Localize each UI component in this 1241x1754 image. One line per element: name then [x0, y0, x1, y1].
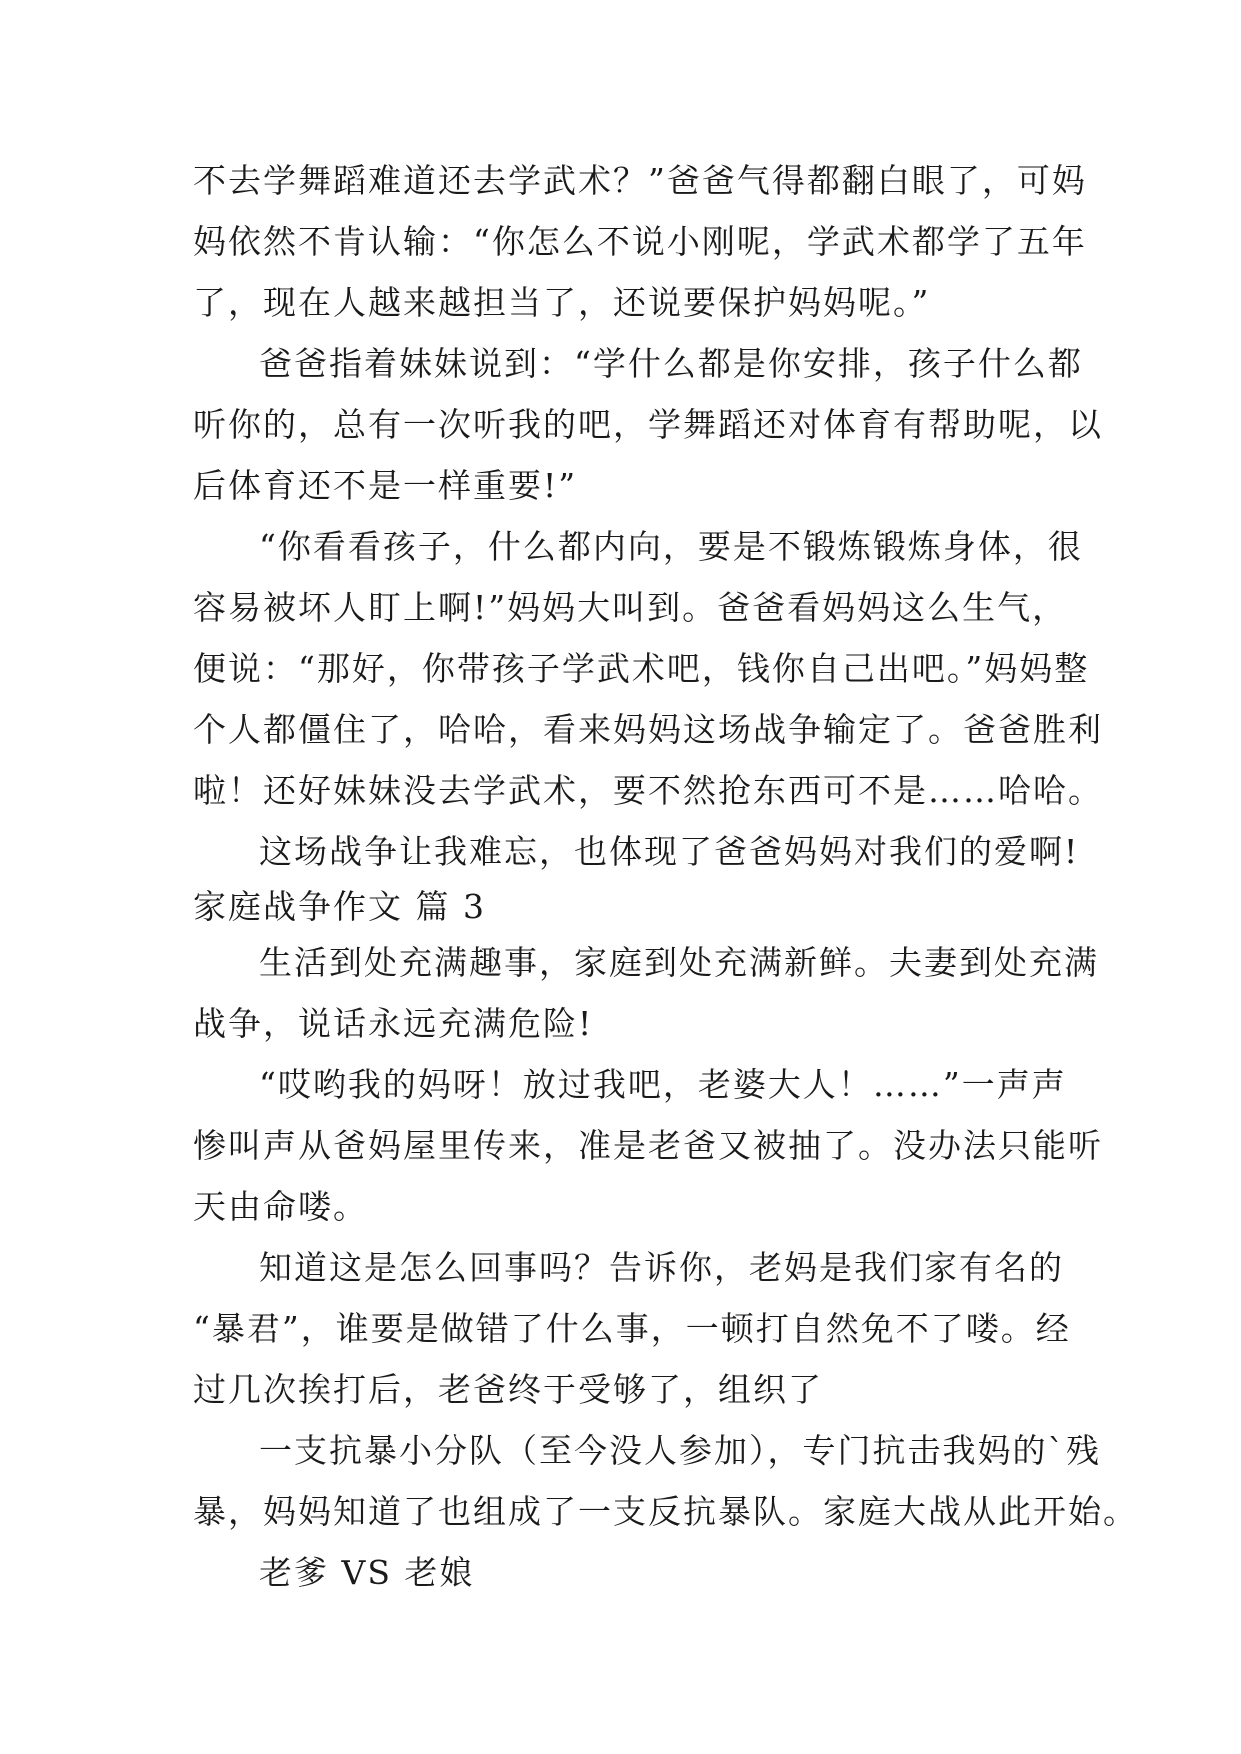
text-line: 老爹 VS 老娘 — [259, 1553, 475, 1592]
text-line: 过几次挨打后，老爸终于受够了，组织了 — [193, 1370, 823, 1409]
document-page — [193, 150, 1138, 1603]
text-line: 不去学舞蹈难道还去学武术？”爸爸气得都翻白眼了，可妈 — [193, 161, 1087, 200]
text-line: 知道这是怎么回事吗？告诉你，老妈是我们家有名的 — [259, 1248, 1064, 1287]
text-line: 后体育还不是一样重要!” — [193, 466, 578, 505]
text-line: “哎哟我的妈呀！放过我吧，老婆大人！……”一声声 — [259, 1065, 1067, 1104]
text-line: 听你的，总有一次听我的吧，学舞蹈还对体育有帮助呢，以 — [193, 405, 1103, 444]
text-line: 容易被坏人盯上啊!”妈妈大叫到。爸爸看妈妈这么生气， — [193, 588, 1068, 627]
text-line: 暴，妈妈知道了也组成了一支反抗暴队。家庭大战从此开始。 — [193, 1492, 1138, 1531]
text-line: 爸爸指着妹妹说到：“学什么都是你安排，孩子什么都 — [259, 344, 1083, 383]
text-line: 了，现在人越来越担当了，还说要保护妈妈呢。” — [193, 283, 931, 322]
text-line: 这场战争让我难忘，也体现了爸爸妈妈对我们的爱啊! — [259, 832, 1080, 871]
text-line: 妈依然不肯认输：“你怎么不说小刚呢，学武术都学了五年 — [193, 222, 1087, 261]
text-line: 生活到处充满趣事，家庭到处充满新鲜。夫妻到处充满 — [259, 943, 1099, 982]
text-line: 个人都僵住了，哈哈，看来妈妈这场战争输定了。爸爸胜利 — [193, 710, 1103, 749]
text-line: 便说：“那好，你带孩子学武术吧，钱你自己出吧。”妈妈整 — [193, 649, 1090, 688]
essay-body — [193, 150, 1138, 1603]
section-heading: 家庭战争作文 篇 3 — [193, 887, 486, 926]
text-line: “暴君”，谁要是做错了什么事，一顿打自然免不了喽。经 — [193, 1309, 1071, 1348]
text-line: 惨叫声从爸妈屋里传来，准是老爸又被抽了。没办法只能听 — [193, 1126, 1103, 1165]
text-line: 天由命喽。 — [193, 1187, 368, 1226]
text-line: 啦！还好妹妹没去学武术，要不然抢东西可不是……哈哈。 — [193, 771, 1103, 810]
text-line: “你看看孩子，什么都内向，要是不锻炼锻炼身体，很 — [259, 527, 1083, 566]
text-line: 一支抗暴小分队（至今没人参加），专门抗击我妈的`残 — [259, 1431, 1101, 1470]
text-line: 战争，说话永远充满危险! — [193, 1004, 594, 1043]
